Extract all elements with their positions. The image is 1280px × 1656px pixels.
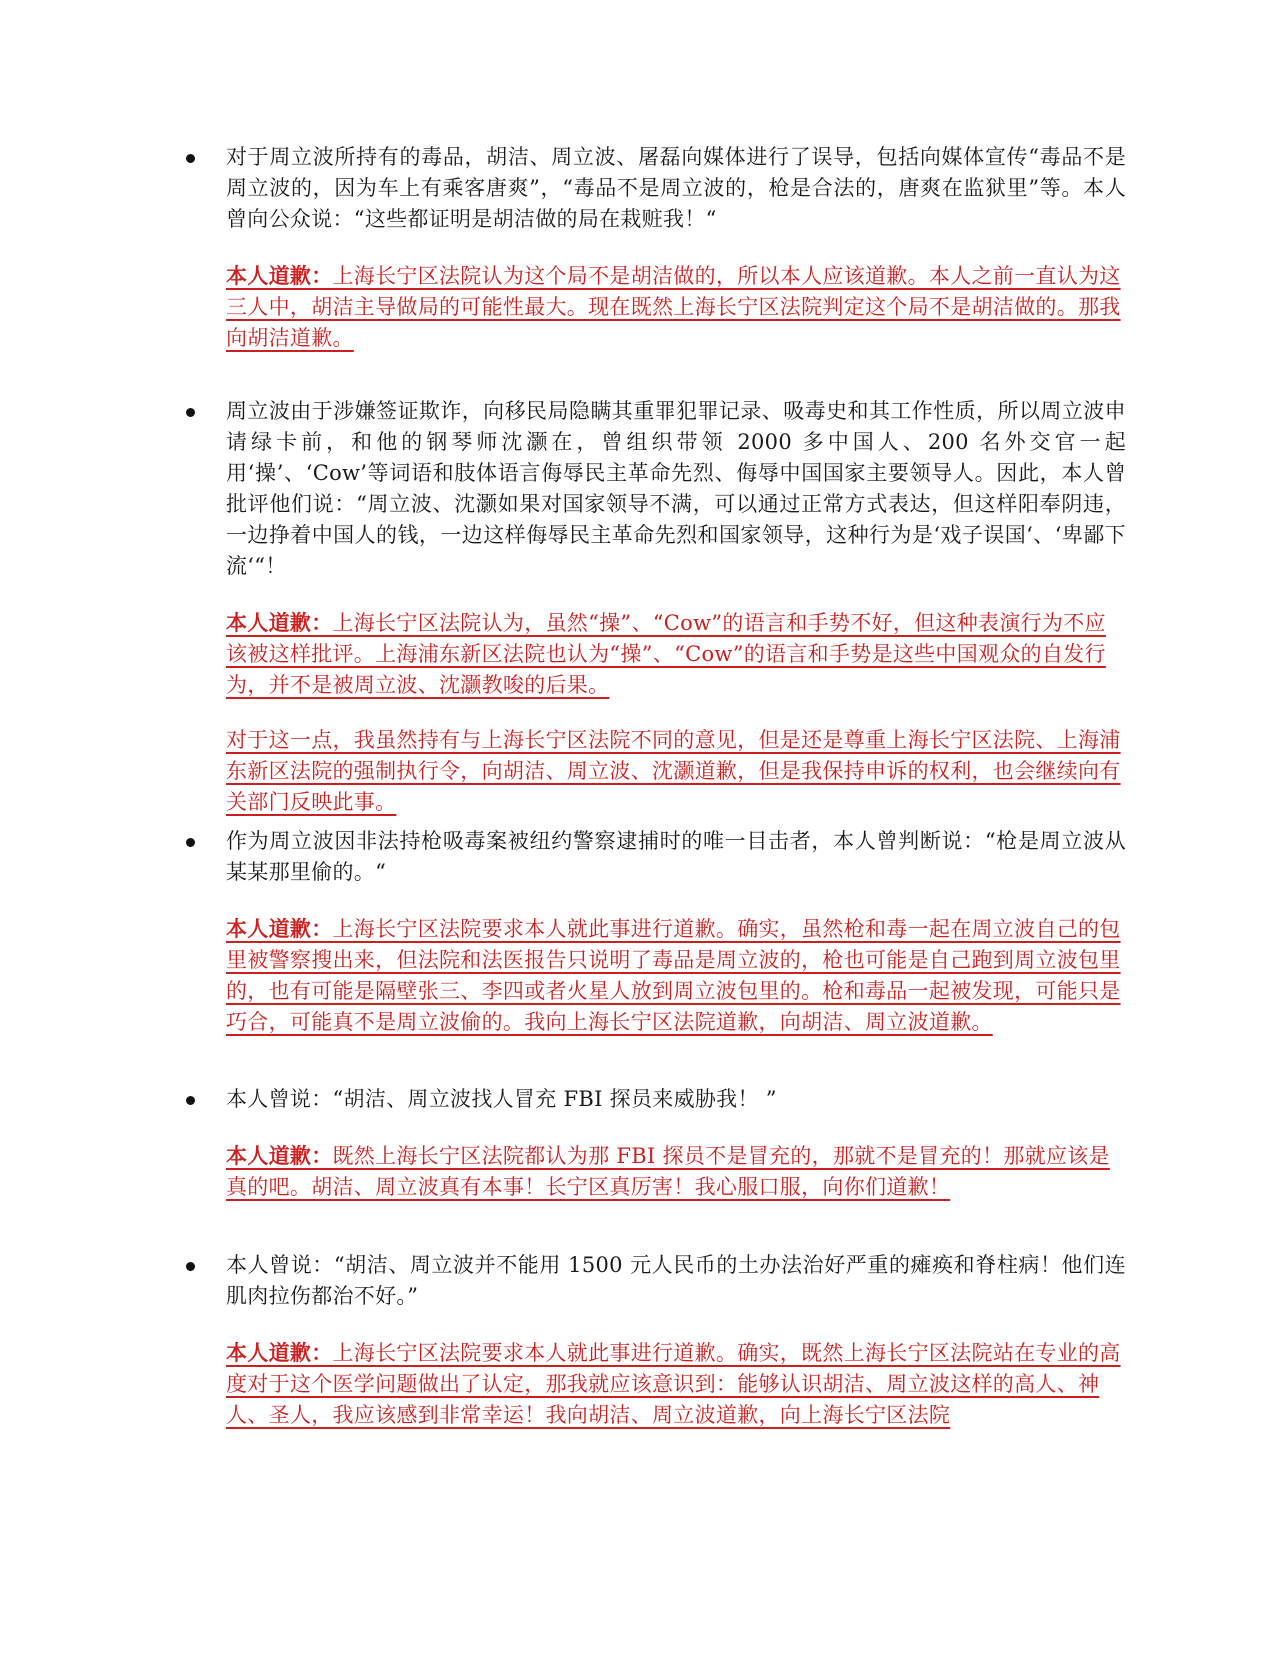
apology-paragraph	[226, 261, 1126, 354]
list-item	[186, 826, 1126, 1038]
apology-text: 上海长宁区法院认为这个局不是胡洁做的，所以本人应该道歉。本人之前一直认为这三人中，胡洁主导做局的可能性最大。现在既然上海长宁区法院判定这个局不是胡洁做的。那我向胡洁道歉。	[226, 264, 1121, 350]
apology-text: 既然上海长宁区法院都认为那 FBI 探员不是冒充的，那就不是冒充的！那就应该是真的吧。胡洁、周立波真有本事！长宁区真厉害！我心服口服，向你们道歉！	[226, 1144, 1110, 1199]
bullet-icon	[186, 838, 195, 847]
apology-paragraph	[226, 608, 1126, 701]
apology-paragraph	[226, 1338, 1126, 1431]
apology-label: 本人道歉：	[226, 611, 333, 635]
apology-label: 本人道歉：	[226, 1144, 333, 1168]
apology-text: 上海长宁区法院要求本人就此事进行道歉。确实，虽然枪和毒一起在周立波自己的包里被警察搜出来，但法院和法医报告只说明了毒品是周立波的，枪也可能是自己跑到周立波包里的，也有可能是隔壁张三、李四或者火星人放到周立波包里的。枪和毒品一起被发现，可能只是巧合，可能真不是周立波偷的。我向上海长宁区法院道歉，向胡洁、周立波道歉。	[226, 917, 1121, 1034]
apology-paragraph	[226, 1141, 1126, 1203]
apology-extra-paragraph: 对于这一点，我虽然持有与上海长宁区法院不同的意见，但是还是尊重上海长宁区法院、上海浦东新区法院的强制执行令，向胡洁、周立波、沈灏道歉，但是我保持申诉的权利，也会继续向有关部门反映此事。	[226, 728, 1121, 814]
bullet-icon	[186, 408, 195, 417]
list-item	[186, 142, 1126, 354]
statement-text: 作为周立波因非法持枪吸毒案被纽约警察逮捕时的唯一目击者，本人曾判断说：“枪是周立波从某某那里偷的。“	[226, 829, 1126, 884]
statement-text: 本人曾说：“胡洁、周立波找人冒充 FBI 探员来威胁我！ ”	[226, 1087, 777, 1111]
apology-text: 上海长宁区法院认为，虽然“操”、“Cow”的语言和手势不好，但这种表演行为不应该被这样批评。上海浦东新区法院也认为“操”、“Cow”的语言和手势是这些中国观众的自发行为，并不是被周立波、沈灏教唆的后果。	[226, 611, 1106, 697]
list-item	[186, 1084, 1126, 1203]
apology-label: 本人道歉：	[226, 1341, 333, 1365]
statement-text: 对于周立波所持有的毒品，胡洁、周立波、屠磊向媒体进行了误导，包括向媒体宣传“毒品不是周立波的，因为车上有乘客唐爽”，“毒品不是周立波的，枪是合法的，唐爽在监狱里”等。本人曾向公众说：“这些都证明是胡洁做的局在栽赃我！“	[226, 145, 1126, 231]
apology-paragraph	[226, 914, 1126, 1038]
list-item	[186, 396, 1126, 818]
apology-text: 上海长宁区法院要求本人就此事进行道歉。确实，既然上海长宁区法院站在专业的高度对于这个医学问题做出了认定，那我就应该意识到：能够认识胡洁、周立波这样的高人、神人、圣人，我应该感到非常幸运！我向胡洁、周立波道歉，向上海长宁区法院	[226, 1341, 1121, 1427]
statement-text: 本人曾说：“胡洁、周立波并不能用 1500 元人民币的土办法治好严重的瘫痪和脊柱病！他们连肌肉拉伤都治不好。”	[226, 1253, 1126, 1308]
bullet-icon	[186, 154, 195, 163]
list-item	[186, 1250, 1126, 1431]
bullet-icon	[186, 1262, 195, 1271]
apology-label: 本人道歉：	[226, 264, 333, 288]
statement-text: 周立波由于涉嫌签证欺诈，向移民局隐瞒其重罪犯罪记录、吸毒史和其工作性质，所以周立波申请绿卡前，和他的钢琴师沈灏在，曾组织带领 2000 多中国人、200 名外交官一起用‘操’、‘Cow’等词语和肢体语言侮辱民主革命先烈、侮辱中国国家主要领导人。因此，本人曾批评他们说：“周立波、沈灏如果对国家领导不满，可以通过正常方式表达，但这样阳奉阴违，一边挣着中国人的钱，一边这样侮辱民主革命先烈和国家领导，这种行为是‘戏子误国‘、‘卑鄙下流‘“！	[226, 399, 1126, 578]
bullet-icon	[186, 1096, 195, 1105]
apology-label: 本人道歉：	[226, 917, 333, 941]
